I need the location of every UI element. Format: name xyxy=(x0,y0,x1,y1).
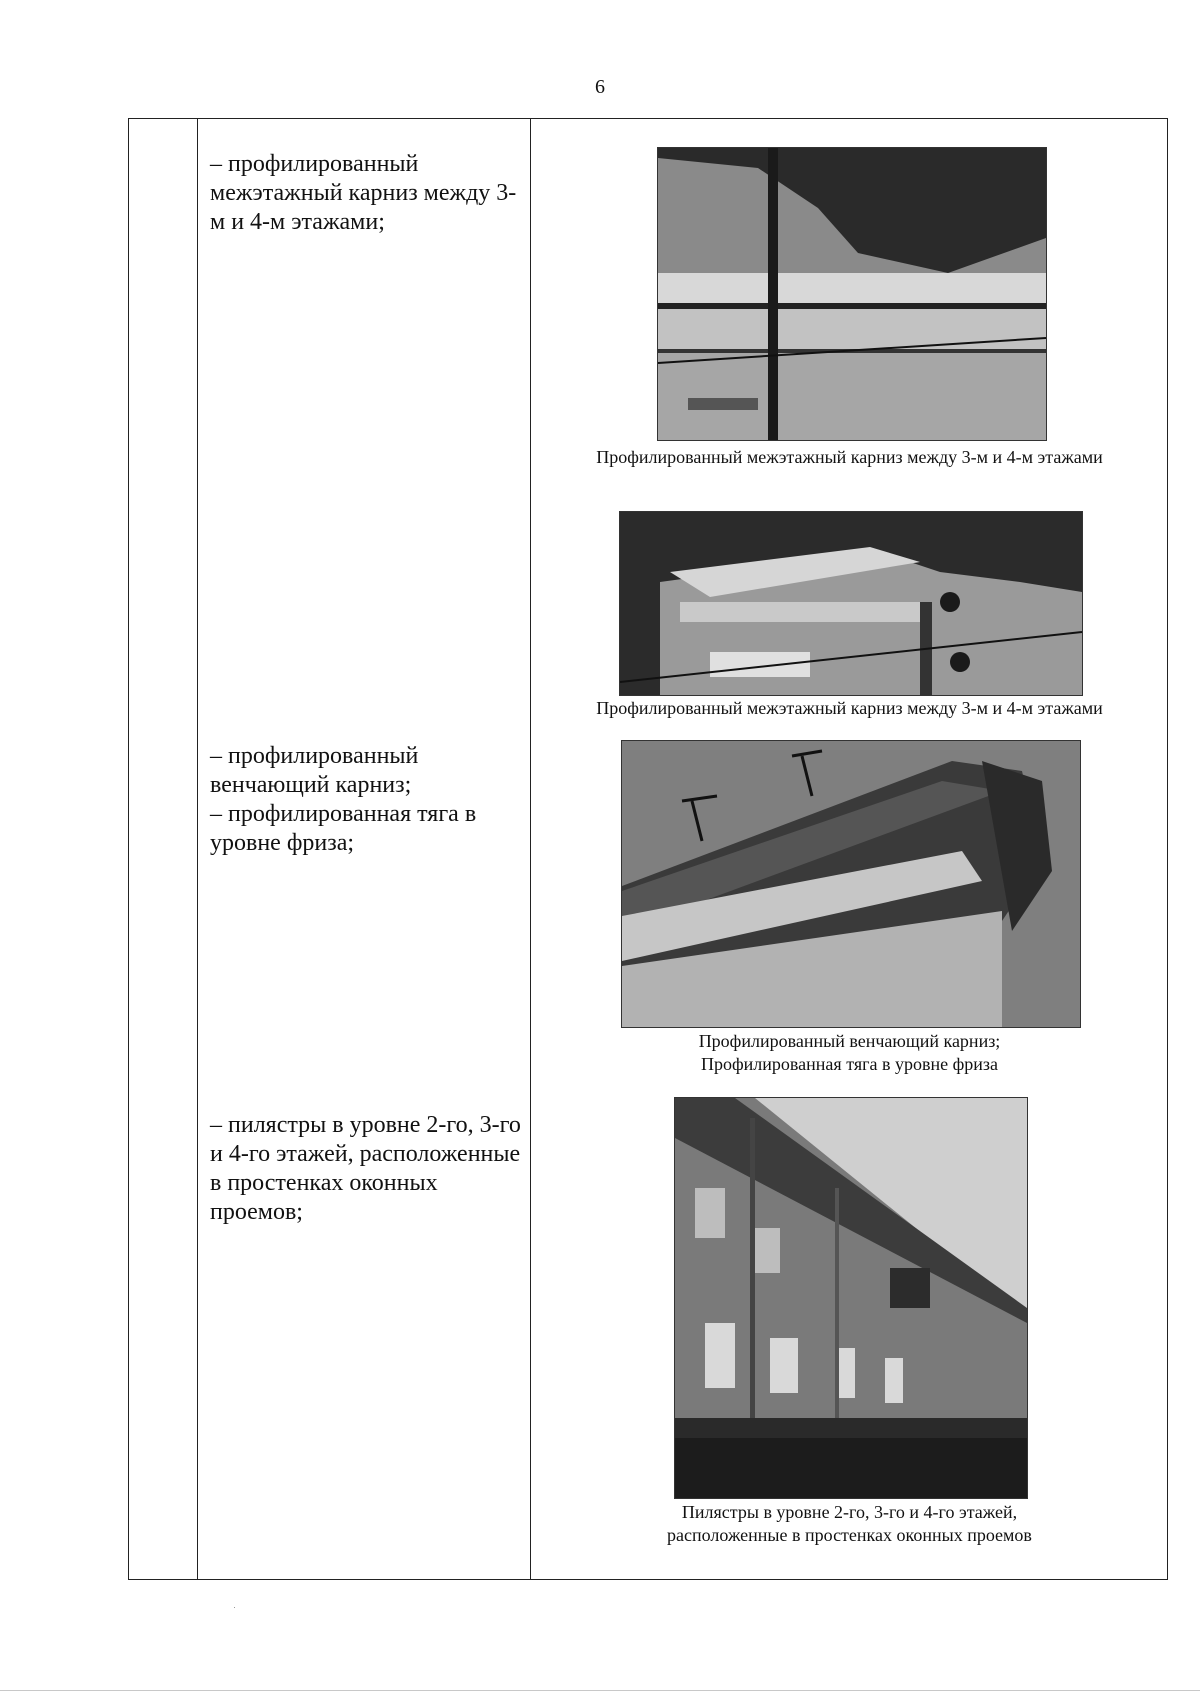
photo-caption-3: Профилированный венчающий карниз; Профилированная тяга в уровне фриза xyxy=(698,1031,1001,1074)
item-text: – профилированный межэтажный карниз между 3-м и 4-м этажами; xyxy=(210,151,517,235)
photo-image xyxy=(620,512,1082,695)
item-text: – профилированный венчающий карниз; – профилированная тяга в уровне фриза; xyxy=(210,743,477,856)
photo-caption-2: Профилированный межэтажный карниз между 3-м и 4-м этажами xyxy=(596,698,1103,718)
photo-interfloor-cornice-1 xyxy=(657,147,1047,441)
table-border-left xyxy=(128,118,129,1580)
photo-caption-1: Профилированный межэтажный карниз между 3-м и 4-м этажами xyxy=(596,447,1103,467)
scan-speck xyxy=(234,1607,235,1608)
item-interfloor-cornice xyxy=(210,150,530,237)
photo-image xyxy=(658,148,1046,440)
photo-caption-4: Пилястры в уровне 2-го, 3-го и 4-го этажей, расположенные в простенках оконных проемов xyxy=(667,1502,1032,1545)
page-number: 6 xyxy=(595,76,605,98)
item-crowning-cornice xyxy=(210,742,530,858)
photo-crowning-cornice xyxy=(621,740,1081,1028)
table-divider-2 xyxy=(530,118,531,1580)
table-divider-1 xyxy=(197,118,198,1580)
photo-interfloor-cornice-2 xyxy=(619,511,1083,696)
scan-bottom-line xyxy=(0,1690,1200,1691)
table-border-bottom xyxy=(128,1579,1168,1580)
table-border-right xyxy=(1167,118,1168,1580)
item-text: – пилястры в уровне 2-го, 3-го и 4-го этажей, расположенные в простенках оконных проемов; xyxy=(210,1112,521,1225)
photo-image xyxy=(675,1098,1027,1498)
table-border-top xyxy=(128,118,1168,119)
item-pilasters xyxy=(210,1111,530,1227)
photo-image xyxy=(622,741,1080,1027)
photo-pilasters xyxy=(674,1097,1028,1499)
